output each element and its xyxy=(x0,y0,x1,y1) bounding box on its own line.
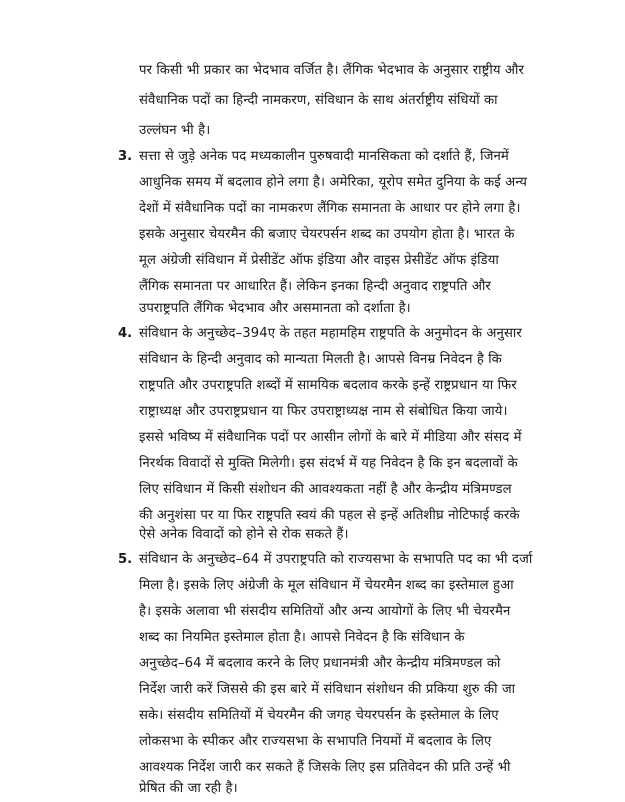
text-line: राष्ट्राध्यक्ष और उपराष्ट्रप्रधान या फिर उपराष्ट्राध्यक्ष नाम से संबोधित किया जाये। xyxy=(139,404,508,419)
list-item-number: 3. xyxy=(118,149,133,164)
text-line: आवश्यक निर्देश जारी कर सकते हैं जिसके लिए इस प्रतिवेदन की प्रति उन्हें भी xyxy=(139,760,511,775)
text-line: संवैधानिक पदों का हिन्दी नामकरण, संविधान के साथ अंतर्राष्ट्रीय संधियों का xyxy=(139,93,498,108)
text-line: की अनुशंसा पर या फिर राष्ट्रपति स्वयं की पहल से इन्हें अतिशीघ्र नोटिफाई करके xyxy=(139,508,520,523)
list-item-number: 4. xyxy=(118,326,133,341)
text-line: अनुच्छेद–64 में बदलाव करने के लिए प्रधानमंत्री और केन्द्रीय मंत्रिमण्डल को xyxy=(139,656,501,671)
text-line: ऐसे अनेक विवादों को होने से रोक सकते हैं। xyxy=(139,527,349,542)
text-line: राष्ट्रपति और उपराष्ट्रपति शब्दों में सामयिक बदलाव करके इन्हें राष्ट्रप्रधान या फिर xyxy=(139,378,517,393)
list-item-number: 5. xyxy=(118,552,133,567)
text-line: संविधान के हिन्दी अनुवाद को मान्यता मिलती है। आपसे विनम्र निवेदन है कि xyxy=(139,352,502,367)
text-line: सत्ता से जुड़े अनेक पद मध्यकालीन पुरुषवादी मानसिकता को दर्शाते हैं, जिनमें xyxy=(139,149,509,164)
text-line: निरर्थक विवादों से मुक्ति मिलेगी। इस संदर्भ में यह निवेदन है कि इन बदलावों के xyxy=(139,456,518,471)
text-line: शब्द का नियमित इस्तेमाल होता है। आपसे निवेदन है कि संविधान के xyxy=(139,630,465,645)
text-line: संविधान के अनुच्छेद–394ए के तहत महामहिम राष्ट्रपति के अनुमोदन के अनुसार xyxy=(139,326,522,341)
text-line: मिला है। इसके लिए अंग्रेजी के मूल संविधान में चेयरमैन शब्द का इस्तेमाल हुआ xyxy=(139,578,514,593)
text-line: उपराष्ट्रपति लैंगिक भेदभाव और असमानता को दर्शाता है। xyxy=(139,301,411,316)
text-line: है। इसके अलावा भी संसदीय समितियों और अन्य आयोगों के लिए भी चेयरमैन xyxy=(139,604,511,619)
text-line: इससे भविष्य में संवैधानिक पदों पर आसीन लोगों के बारे में मीडिया और संसद में xyxy=(139,430,522,445)
text-line: आधुनिक समय में बदलाव होने लगा है। अमेरिका, यूरोप समेत दुनिया के कई अन्य xyxy=(139,175,528,190)
text-line: सके। संसदीय समितियों में चेयरमैन की जगह चेयरपर्सन के इस्तेमाल के लिए xyxy=(139,708,499,723)
text-line: इसके अनुसार चेयरमैन की बजाए चेयरपर्सन शब्द का उपयोग होता है। भारत के xyxy=(139,227,515,242)
text-line: लैंगिक समानता पर आधारित हैं। लेकिन इनका हिन्दी अनुवाद राष्ट्रपति और xyxy=(139,279,491,294)
text-line: संविधान के अनुच्छेद–64 में उपराष्ट्रपति को राज्यसभा के सभापति पद का भी दर्जा xyxy=(139,552,533,567)
text-line: उल्लंघन भी है। xyxy=(139,123,211,138)
text-line: लोकसभा के स्पीकर और राज्यसभा के सभापति नियमों में बदलाव के लिए xyxy=(139,734,492,749)
text-line: लिए संविधान में किसी संशोधन की आवश्यकता नहीं है और केन्द्रीय मंत्रिमण्डल xyxy=(139,482,512,497)
text-line: निर्देश जारी करें जिससे की इस बारे में संविधान संशोधन की प्रकिया शुरु की जा xyxy=(139,682,516,697)
text-line: मूल अंग्रेजी संविधान में प्रेसीडेंट ऑफ इंडिया और वाइस प्रेसीडेंट ऑफ इंडिया xyxy=(139,253,499,268)
text-line: पर किसी भी प्रकार का भेदभाव वर्जित है। लैंगिक भेदभाव के अनुसार राष्ट्रीय और xyxy=(139,63,524,78)
text-line: प्रेषित की जा रही है। xyxy=(139,781,238,796)
text-line: देशों में संवैधानिक पदों का नामकरण लैंगिक समानता के आधार पर होने लगा है। xyxy=(139,201,521,216)
